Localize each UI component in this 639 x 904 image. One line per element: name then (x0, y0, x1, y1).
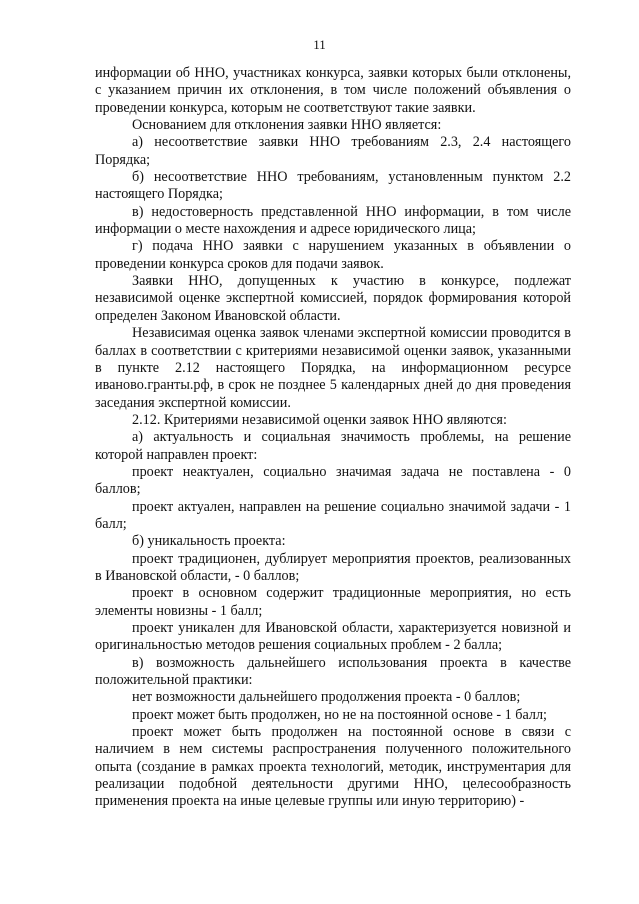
paragraph: б) несоответствие ННО требованиям, установленным пунктом 2.2 настоящего Порядка; (95, 169, 571, 203)
paragraph: нет возможности дальнейшего продолжения проекта - 0 баллов; (132, 689, 521, 706)
paragraph: а) несоответствие заявки ННО требованиям 2.3, 2.4 настоящего Порядка; (95, 134, 571, 168)
paragraph: 2.12. Критериями независимой оценки заявок ННО являются: (132, 411, 507, 428)
paragraph: Заявки ННО, допущенных к участию в конкурсе, подлежат независимой оценке экспертной комиссией, порядок формирования которой определен Законом Ивановской области. (95, 273, 571, 324)
paragraph: Основанием для отклонения заявки ННО является: (132, 117, 442, 134)
body-text (95, 65, 571, 811)
page-number: 11 (313, 37, 326, 52)
paragraph: проект уникален для Ивановской области, характеризуется новизной и оригинальностью методов решения социальных проблем - 2 балла; (95, 620, 571, 654)
paragraph: б) уникальность проекта: (132, 533, 286, 550)
paragraph: г) подача ННО заявки с нарушением указанных в объявлении о проведении конкурса сроков для подачи заявок. (95, 238, 571, 272)
paragraph: проект неактуален, социально значимая задача не поставлена - 0 баллов; (95, 463, 571, 498)
paragraph: в) возможность дальнейшего использования проекта в качестве положительной практики: (95, 654, 571, 689)
paragraph: в) недостоверность представленной ННО информации, в том числе информации о месте нахождения и адресе юридического лица; (95, 203, 571, 238)
paragraph: проект может быть продолжен, но не на постоянной основе - 1 балл; (132, 706, 547, 723)
paragraph: а) актуальность и социальная значимость проблемы, на решение которой направлен проект: (95, 429, 571, 463)
paragraph: информации об ННО, участниках конкурса, заявки которых были отклонены, с указанием причин их отклонения, в том числе положений объявления о проведении конкурса, которым не соответствуют такие заявки. (95, 65, 571, 116)
paragraph: проект актуален, направлен на решение социально значимой задачи - 1 балл; (95, 498, 571, 532)
paragraph: проект в основном содержит традиционные мероприятия, но есть элементы новизны - 1 балл; (95, 585, 571, 619)
paragraph: проект традиционен, дублирует мероприятия проектов, реализованных в Ивановской области, - 0 баллов; (95, 550, 571, 584)
paragraph: Независимая оценка заявок членами экспертной комиссии проводится в баллах в соответствии с критериями независимой оценки заявок, указанными в пункте 2.12 настоящего Порядка, на информационном ресурсе иваново.гранты.рф, в срок не позднее 5 календарных дней до дня проведения заседания экспертной комиссии. (95, 325, 571, 411)
paragraph: проект может быть продолжен на постоянной основе в связи с наличием в нем системы распространения полученного положительного опыта (создание в рамках проекта технологий, методик, инструментария для реализации подобной деятельности другими ННО, целесообразность применения проекта на иные целевые группы или иную территорию) - (95, 724, 571, 810)
